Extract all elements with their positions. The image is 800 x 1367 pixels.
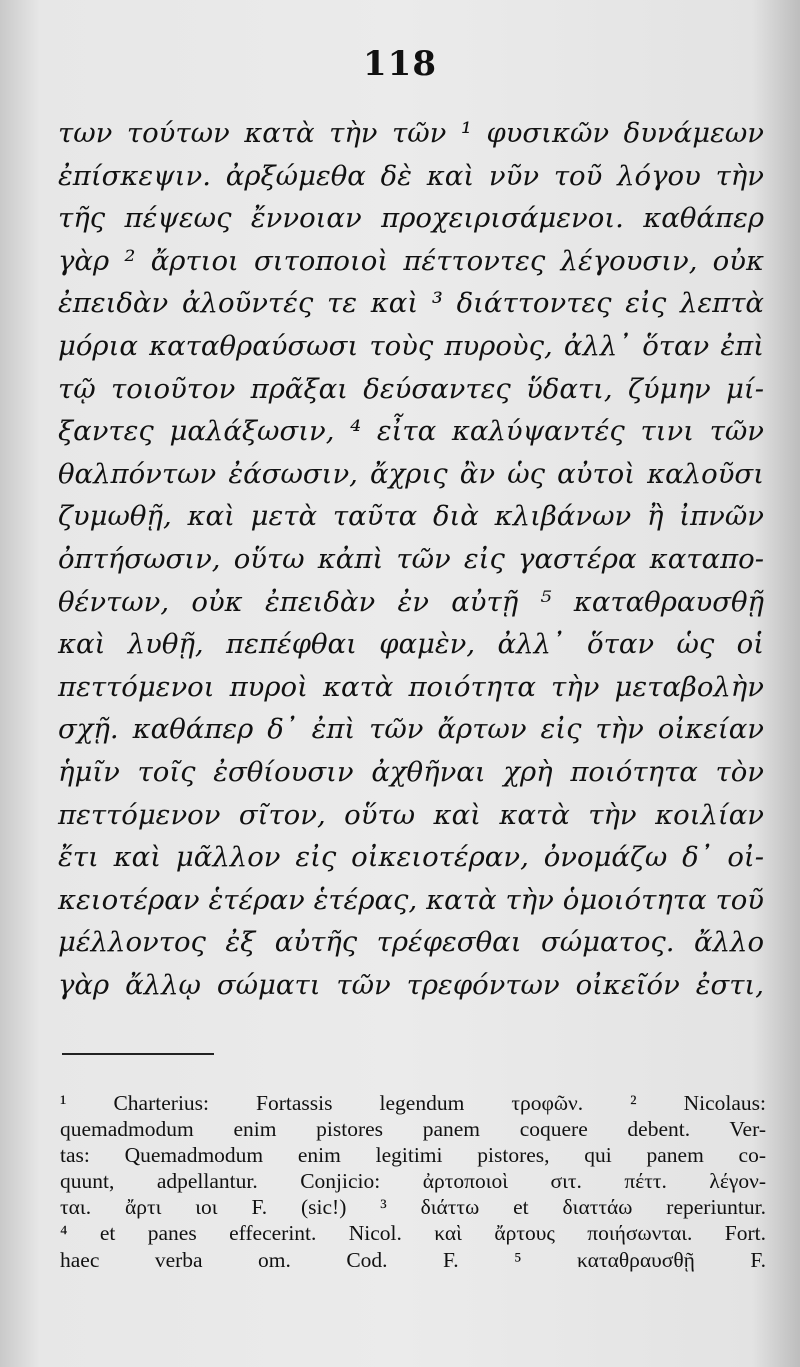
text-line: πεττόμενοι πυροὶ κατὰ ποιότητα τὴν μεταβολὴν xyxy=(58,670,764,703)
footnote-line: ται. ἄρτι ιοι F. (sic!) ³ διάττω et διαττάω reperiuntur. xyxy=(60,1195,766,1220)
text-line: ὀπτήσωσιν, οὕτω κἀπὶ τῶν εἰς γαστέρα καταπο- xyxy=(58,542,764,575)
text-line: καὶ λυθῇ, πεπέφθαι φαμὲν, ἀλλ᾽ ὅταν ὡς οἱ xyxy=(58,628,764,661)
text-line: θαλπόντων ἐάσωσιν, ἄχρις ἂν ὡς αὐτοὶ καλοῦσι xyxy=(58,457,764,490)
footnote-line: quemadmodum enim pistores panem coquere debent. Ver- xyxy=(60,1117,766,1142)
text-line: ζυμωθῇ, καὶ μετὰ ταῦτα διὰ κλιβάνων ἢ ἰπνῶν xyxy=(58,500,764,533)
text-line: ἡμῖν τοῖς ἐσθίουσιν ἀχθῆναι χρὴ ποιότητα τὸν xyxy=(58,755,764,788)
footnotes-block xyxy=(60,1090,766,1273)
footnote-line: quunt, adpellantur. Conjicio: ἀρτοποιοὶ σιτ. πέττ. λέγον- xyxy=(60,1169,766,1194)
footnote-line: haec verba om. Cod. F. ⁵ καταθραυσθῇ F. xyxy=(60,1247,766,1272)
footnote-line: tas: Quemadmodum enim legitimi pistores, qui panem co- xyxy=(60,1143,766,1168)
text-line: μέλλοντος ἐξ αὐτῆς τρέφεσθαι σώματος. ἄλλο xyxy=(58,926,764,959)
text-line: ξαντες μαλάξωσιν, ⁴ εἶτα καλύψαντές τινι τῶν xyxy=(58,415,764,448)
text-line: τῷ τοιοῦτον πρᾶξαι δεύσαντες ὕδατι, ζύμην μί- xyxy=(58,372,764,405)
text-line: κειοτέραν ἑτέραν ἑτέρας, κατὰ τὴν ὁμοιότητα τοῦ xyxy=(58,883,764,916)
text-line: γὰρ ἄλλῳ σώματι τῶν τρεφόντων οἰκεῖόν ἐστι, xyxy=(58,968,764,1001)
footnote-rule xyxy=(62,1053,214,1055)
text-line: ἐπίσκεψιν. ἀρξώμεθα δὲ καὶ νῦν τοῦ λόγου τὴν xyxy=(58,159,764,192)
text-line: πεττόμενον σῖτον, οὕτω καὶ κατὰ τὴν κοιλίαν xyxy=(58,798,764,831)
text-line: σχῇ. καθάπερ δ᾽ ἐπὶ τῶν ἄρτων εἰς τὴν οἰκείαν xyxy=(58,713,764,746)
text-line: ἐπειδὰν ἀλοῦντές τε καὶ ³ διάττοντες εἰς λεπτὰ xyxy=(58,287,764,320)
main-text-block xyxy=(58,112,764,1006)
text-line: θέντων, οὐκ ἐπειδὰν ἐν αὐτῇ ⁵ καταθραυσθῇ xyxy=(58,585,764,618)
text-line: μόρια καταθραύσωσι τοὺς πυροὺς, ἀλλ᾽ ὅταν ἐπὶ xyxy=(58,329,764,362)
text-line: τῆς πέψεως ἔννοιαν προχειρισάμενοι. καθάπερ xyxy=(58,202,764,235)
footnote-line: ¹ Charterius: Fortassis legendum τροφῶν. ² Nicolaus: xyxy=(60,1091,766,1115)
text-line: ἔτι καὶ μᾶλλον εἰς οἰκειοτέραν, ὀνομάζω δ᾽ οἰ- xyxy=(58,841,764,874)
footnote-line: ⁴ et panes effecerint. Nicol. καὶ ἄρτους ποιήσωνται. Fort. xyxy=(60,1221,766,1246)
text-line: γὰρ ² ἄρτιοι σιτοποιοὶ πέττοντες λέγουσιν, οὐκ xyxy=(58,244,764,277)
text-line: των τούτων κατὰ τὴν τῶν ¹ φυσικῶν δυνάμεων xyxy=(58,117,764,149)
page-number: 118 xyxy=(363,44,437,84)
